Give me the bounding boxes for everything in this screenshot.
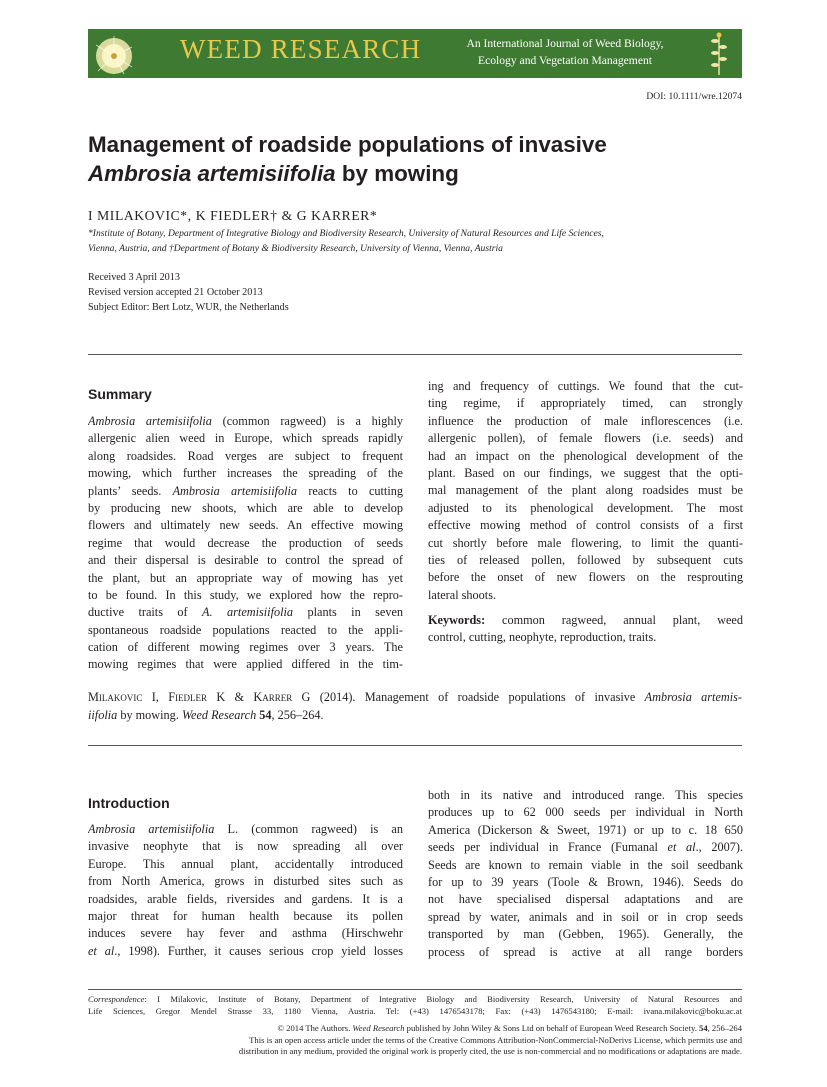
summary-line: allergenic pollen), of female flowers (i.e. seeds) and: [428, 431, 743, 446]
summary-line: effective mowing method of control consists of a first: [428, 518, 743, 533]
intro-line: both in its native and introduced range. This species: [428, 788, 743, 802]
subject-editor: Subject Editor: Bert Lotz, WUR, the Netherlands: [88, 301, 289, 313]
journal-subtitle-line2: Ecology and Vegetation Management: [478, 54, 652, 67]
summary-line: spontaneous roadside populations reacted to the appli-: [88, 622, 403, 637]
summary-line: flowers and ultimately new seeds. An effective mowing: [88, 518, 403, 533]
intro-line: transported by man (Gebben, 1965). Generally, the: [428, 927, 743, 942]
summary-line: mal management of the plant along roadsides must be: [428, 483, 743, 498]
summary-line: and their dispersal is desirable to control the spread of: [88, 553, 403, 568]
citation-line1: Milakovic I, Fiedler K & Karrer G (2014). Management of roadside populations of invasive Ambrosia artemis-: [88, 690, 742, 704]
divider: [88, 354, 742, 355]
summary-line: influence the production of male inflorescences (i.e.: [428, 413, 743, 428]
summary-line: mowing, which further increases the spreading of the: [88, 466, 403, 481]
summary-line: the plant, but an appropriate way of mowing has yet: [88, 570, 403, 585]
summary-line: cut shortly before male flowering, to limit the quanti-: [428, 535, 743, 550]
summary-line: plant. Based on our findings, we suggest that the opti-: [428, 465, 743, 480]
summary-line: by producing new shoots, which are able to develop: [88, 500, 403, 515]
dandelion-seedhead-icon: [88, 29, 148, 78]
introduction-left-column: [88, 821, 403, 960]
intro-line: et al., 1998). Further, it causes serious crop yield losses: [88, 943, 403, 958]
affiliations: [88, 227, 742, 256]
journal-name: WEED RESEARCH: [180, 34, 422, 64]
footnote-divider: [88, 989, 742, 990]
intro-line: seeds per individual in France (Fumanal et al., 2007).: [428, 840, 743, 855]
summary-line: cation of different mowing regimes over 3 years. The: [88, 640, 403, 655]
summary-line: allergenic alien weed in Europe, which spreads rapidly: [88, 431, 403, 446]
correspondence: [88, 994, 742, 1017]
authors: I MILAKOVIC*, K FIEDLER† & G KARRER*: [88, 208, 378, 223]
summary-left-column: [88, 413, 403, 674]
title-species: Ambrosia artemisiifolia: [88, 161, 336, 186]
introduction-heading: Introduction: [88, 795, 170, 811]
intro-line: major threat for human health because its pollen: [88, 908, 403, 923]
journal-subtitle: [450, 35, 680, 69]
summary-heading: Summary: [88, 386, 152, 402]
intro-line: America (Dickerson & Sweet, 1971) or up to c. 18 650: [428, 822, 743, 837]
intro-line: spread by water, animals and in soil or in crop seeds: [428, 909, 743, 924]
citation: [88, 688, 742, 724]
intro-line: produces up to 62 000 seeds per individual in North: [428, 805, 743, 820]
title-rest: by mowing: [335, 161, 459, 186]
intro-line: not have specialised dispersal adaptations and are: [428, 892, 743, 907]
intro-line: process of spread is active at all range borders: [428, 944, 743, 959]
article-history: [88, 271, 289, 315]
summary-line: lateral shoots.: [428, 587, 497, 602]
doi: DOI: 10.1111/wre.12074: [646, 91, 742, 102]
introduction-right-column: [428, 787, 743, 961]
summary-line: ductive traits of A. artemisiifolia plants in seven: [88, 605, 403, 620]
correspondence-line2: Life Sciences, Gregor Mendel Strasse 33, 1180 Vienna, Austria. Tel: (+43) 1476543178; Fax: (+43) 1476543180; E-mail: ivana.milakovic@boku.ac.at: [88, 1005, 742, 1016]
copyright-line: © 2014 The Authors. Weed Research published by John Wiley & Sons Ltd on behalf of European Weed Research Society. 54, 256–264: [277, 1023, 742, 1033]
intro-line: induces severe hay fever and asthma (Hirschwehr: [88, 926, 403, 941]
intro-line: from North America, grows in disturbed sites such as: [88, 874, 403, 889]
divider: [88, 745, 742, 746]
summary-line: to be found. In this study, we explored how the repro-: [88, 587, 403, 602]
summary-line: adjusted to its phenological development. The most: [428, 500, 743, 515]
summary-line: along roadsides. Road verges are subject to frequent: [88, 448, 403, 463]
intro-line: Ambrosia artemisiifolia L. (common ragweed) is an: [88, 822, 403, 836]
intro-line: roadsides, arable fields, riversides and gardens. It is a: [88, 891, 403, 906]
summary-line: ing and frequency of cuttings. We found that the cut-: [428, 379, 743, 393]
summary-line: mowing regimes that were applied differed in the tim-: [88, 657, 403, 672]
keywords-continued: control, cutting, neophyte, reproduction, traits.: [428, 630, 657, 645]
intro-line: invasive neophyte that is now spreading all over: [88, 839, 403, 854]
affiliation-line1: *Institute of Botany, Department of Integrative Biology and Biodiversity Research, University of Natural Resources and Life Sciences,: [88, 228, 604, 239]
received-date: Received 3 April 2013: [88, 272, 180, 283]
keywords: Keywords: common ragweed, annual plant, weed: [428, 613, 743, 628]
correspondence-line1: Correspondence: I Milakovic, Institute of Botany, Department of Integrative Biology and Biodiversity Research, University of Natural Resources and: [88, 994, 742, 1004]
summary-right-column: [428, 378, 743, 647]
journal-banner: [88, 29, 742, 78]
summary-line: regime that would decrease the production of seeds: [88, 535, 403, 550]
intro-line: Europe. This annual plant, accidentally introduced: [88, 856, 403, 871]
license-line1: This is an open access article under the terms of the Creative Commons Attribution-NonCommercial-NoDerivs License, which permits use and: [249, 1034, 742, 1045]
summary-line: had an impact on the phenological development of the: [428, 448, 743, 463]
journal-subtitle-line1: An International Journal of Weed Biology,: [466, 37, 664, 50]
intro-line: for up to 39 years (Toole & Brown, 1946). Seeds do: [428, 874, 743, 889]
weed-plant-icon: [706, 31, 732, 76]
intro-line: Seeds are known to remain viable in the soil seedbank: [428, 857, 743, 872]
summary-line: Ambrosia artemisiifolia (common ragweed) is a highly: [88, 414, 403, 428]
revised-date: Revised version accepted 21 October 2013: [88, 286, 263, 298]
summary-line: plants’ seeds. Ambrosia artemisiifolia reacts to cutting: [88, 483, 403, 498]
license-line2: distribution in any medium, provided the original work is properly cited, the use is non-commercial and no modifications or adaptations are made.: [238, 1046, 742, 1056]
article-title: [88, 130, 738, 188]
affiliation-line2: Vienna, Austria, and †Department of Botany & Biodiversity Research, University of Vienna, Vienna, Austria: [88, 242, 503, 254]
summary-line: ting regime, if appropriately timed, can strongly: [428, 396, 743, 411]
title-line2: [88, 159, 738, 188]
citation-line2: iifolia by mowing. Weed Research 54, 256–264.: [88, 708, 324, 722]
summary-line: ties of released pollen, followed by subsequent cuts: [428, 552, 743, 567]
license: [88, 1023, 742, 1058]
summary-line: before the onset of new flowers on the resprouting: [428, 570, 743, 585]
title-line1: Management of roadside populations of invasive: [88, 132, 607, 157]
